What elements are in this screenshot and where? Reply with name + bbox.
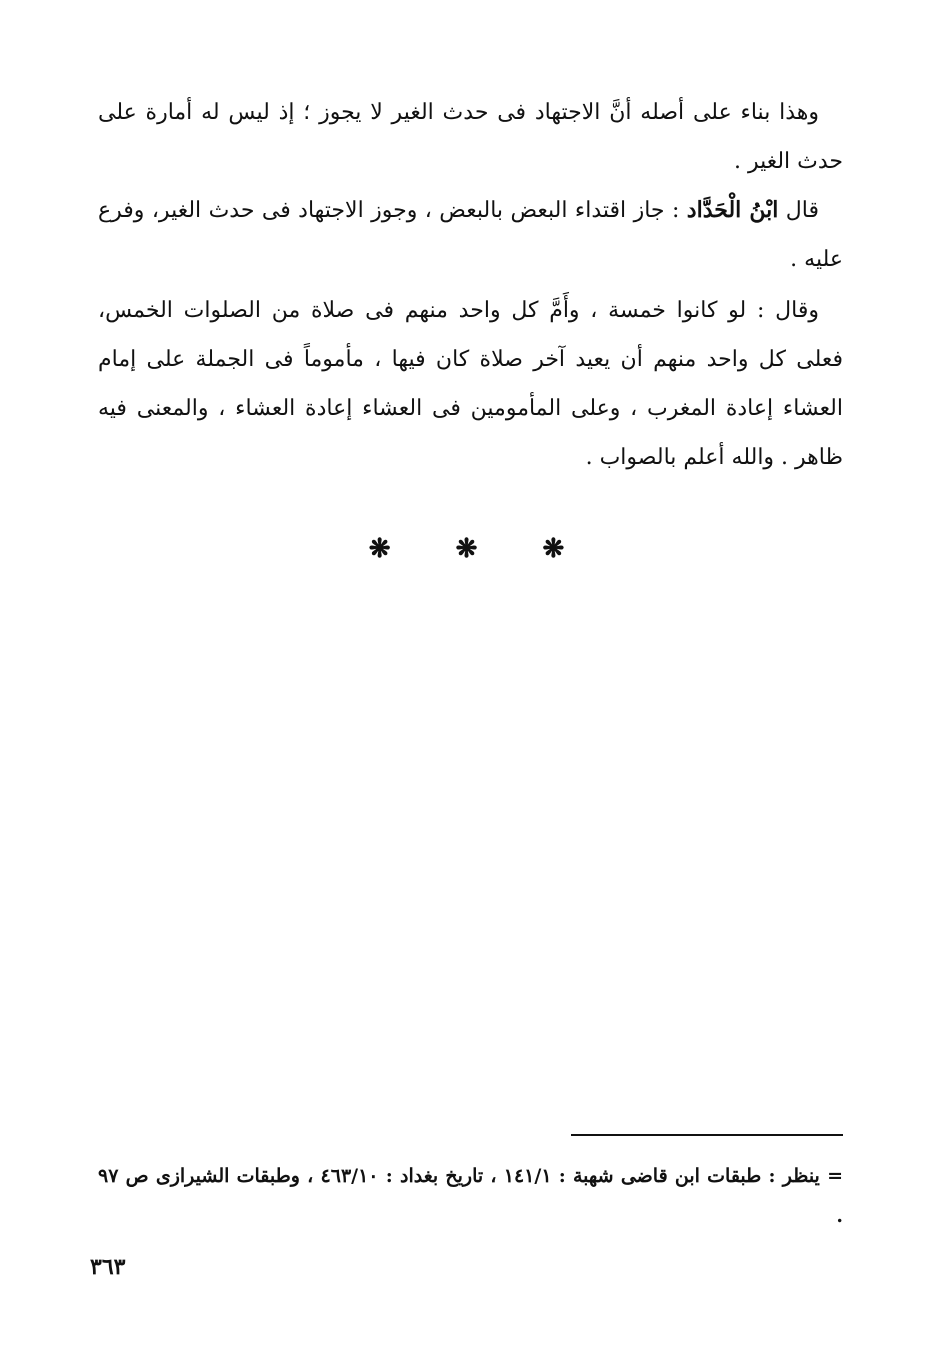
scholar-name: ابْنُ الْحَدَّاد — [686, 197, 779, 223]
section-separator — [0, 534, 933, 564]
paragraph-3-text: وقال : لو كانوا خمسة ، وأَمَّ كل واحد منهم فى صلاة من الصلوات الخمس، فعلى كل واحد منهم أن يعيد آخر صلاة كان فيها ، مأموماً فى الجملة على إمام العشاء إعادة المغرب ، وعلى المأمومين فى العشاء إعادة العشاء ، والمعنى فيه ظاهر . والله أعلم بالصواب . — [98, 298, 843, 470]
separator-star-icon: ❋ — [542, 534, 565, 564]
paragraph-1-text: وهذا بناء على أصله أنَّ الاجتهاد فى حدث الغير لا يجوز ؛ إذ ليس له أمارة على حدث الغير . — [98, 100, 843, 174]
paragraph-2-text — [98, 186, 843, 284]
footnote-divider — [571, 1134, 843, 1136]
separator-star-icon: ❋ — [368, 534, 391, 564]
paragraph-3 — [98, 286, 843, 482]
separator-star-icon: ❋ — [455, 534, 478, 564]
footnote-text: = ينظر : طبقات ابن قاضى شهبة : ١٤١/١ ، تاريخ بغداد : ٤٦٣/١٠ ، وطبقات الشيرازى ص ٩٧ . — [98, 1165, 843, 1227]
paragraph-2 — [98, 186, 843, 284]
paragraph-2-prefix: قال — [778, 198, 819, 223]
paragraph-1 — [98, 88, 843, 186]
page-number: ٣٦٣ — [90, 1254, 126, 1280]
paragraph-2-rest: : جاز اقتداء البعض بالبعض ، وجوز الاجتهاد فى حدث الغير، وفرع عليه . — [98, 198, 843, 272]
